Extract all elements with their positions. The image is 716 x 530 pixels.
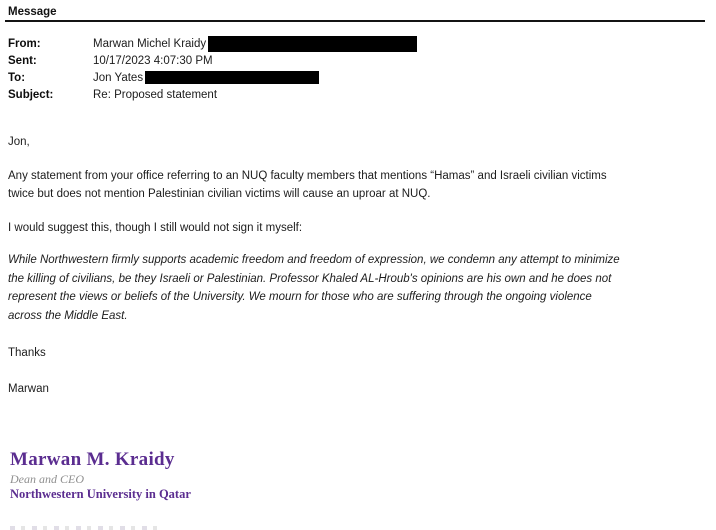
title-divider: [5, 20, 705, 22]
cropped-next-line-artifact: [10, 526, 160, 530]
email-body: [8, 133, 708, 398]
text-line: Any statement from your office referring to an NUQ faculty members that mentions “Hamas” and Israeli civilian victims: [8, 169, 607, 182]
signature-title: Dean and CEO: [10, 472, 84, 486]
signature-block: [10, 448, 708, 502]
signature-organization: Northwestern University in Qatar: [10, 487, 191, 501]
text-line: twice but does not mention Palestinian civilian victims will cause an uproar at NUQ.: [8, 188, 431, 200]
message-tab-label: Message: [8, 6, 57, 18]
header-row-subject: [8, 86, 708, 103]
subject-value: Re: Proposed statement: [93, 88, 218, 101]
to-value: Jon Yates: [93, 71, 144, 84]
subject-label: Subject:: [8, 88, 54, 101]
email-message-document: [0, 6, 716, 502]
redaction-bar: [208, 36, 417, 52]
header-row-from: [8, 35, 708, 52]
sent-label: Sent:: [8, 54, 37, 67]
paragraph-statement-warning: [8, 167, 708, 204]
to-label: To:: [8, 71, 26, 84]
header-row-sent: [8, 52, 708, 69]
paragraph-proposed-statement: [8, 251, 708, 325]
email-header-fields: [8, 35, 708, 103]
header-row-to: [8, 69, 708, 86]
signoff: Marwan: [8, 382, 49, 395]
closing: Thanks: [8, 347, 46, 359]
text-line: While Northwestern firmly supports academic freedom and freedom of expression, we condemn any attempt to minimize: [8, 254, 620, 266]
redaction-bar: [145, 71, 319, 84]
from-label: From:: [8, 37, 41, 50]
from-value: Marwan Michel Kraidy: [93, 37, 207, 50]
text-line: across the Middle East.: [8, 309, 128, 322]
text-line: represent the views or beliefs of the University. We mourn for those who are suffering through the ongoing violence: [8, 291, 592, 303]
paragraph-suggestion-intro: I would suggest this, though I still would not sign it myself:: [8, 221, 303, 234]
greeting: Jon,: [8, 136, 30, 148]
sent-value: 10/17/2023 4:07:30 PM: [93, 54, 213, 67]
text-line: the killing of civilians, be they Israeli or Palestinian. Professor Khaled AL-Hroub's opinions are his own and he does not: [8, 272, 612, 285]
signature-name: Marwan M. Kraidy: [10, 449, 175, 470]
